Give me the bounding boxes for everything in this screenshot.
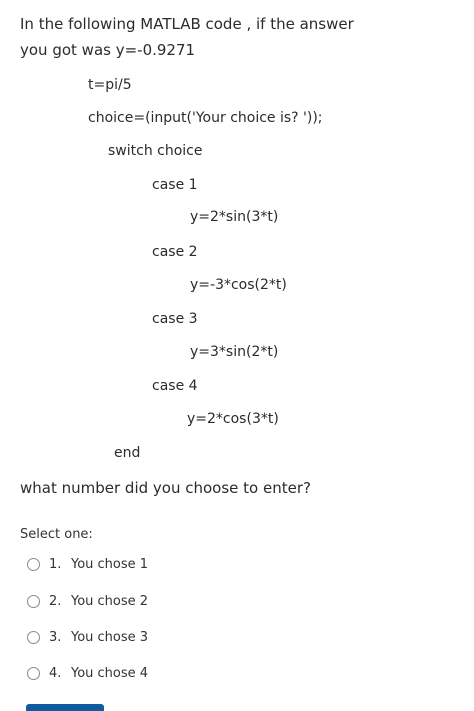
code-t-assign: t=pi/5 (88, 77, 132, 93)
radio-circle-icon[interactable] (27, 667, 40, 680)
radio-circle-icon[interactable] (27, 631, 40, 644)
code-case-label: case 1 (152, 177, 198, 193)
option-label[interactable]: You chose 2 (71, 593, 149, 609)
option-number: 2. (49, 593, 62, 609)
radio-circle-icon[interactable] (27, 558, 40, 571)
option-3[interactable] (27, 627, 148, 647)
code-case-expr: y=2*sin(3*t) (190, 209, 279, 225)
select-one-label: Select one: (20, 527, 93, 542)
question-text-line-2: you got was y=-0.9271 (20, 41, 196, 59)
option-number: 4. (49, 665, 62, 681)
code-case-label: case 2 (152, 244, 198, 260)
code-case-expr: y=2*cos(3*t) (187, 411, 279, 427)
code-case-label: case 3 (152, 311, 198, 327)
question-text-line-1: In the following MATLAB code , if the answer (20, 15, 354, 33)
radio-circle-icon[interactable] (27, 595, 40, 608)
option-number: 1. (49, 556, 62, 572)
code-case-expr: y=3*sin(2*t) (190, 344, 279, 360)
option-number: 3. (49, 629, 62, 645)
option-4[interactable] (27, 663, 148, 683)
question-prompt: what number did you choose to enter? (20, 479, 311, 497)
option-1[interactable] (27, 554, 148, 574)
option-label[interactable]: You chose 4 (71, 665, 149, 681)
code-case-expr: y=-3*cos(2*t) (190, 277, 287, 293)
option-2[interactable] (27, 591, 148, 611)
option-label[interactable]: You chose 3 (71, 629, 149, 645)
code-choice-assign: choice=(input('Your choice is? ')); (88, 110, 323, 126)
code-case-label: case 4 (152, 378, 198, 394)
code-end: end (114, 445, 141, 461)
option-label[interactable]: You chose 1 (71, 556, 149, 572)
check-button[interactable] (26, 704, 104, 711)
code-switch: switch choice (108, 143, 203, 159)
